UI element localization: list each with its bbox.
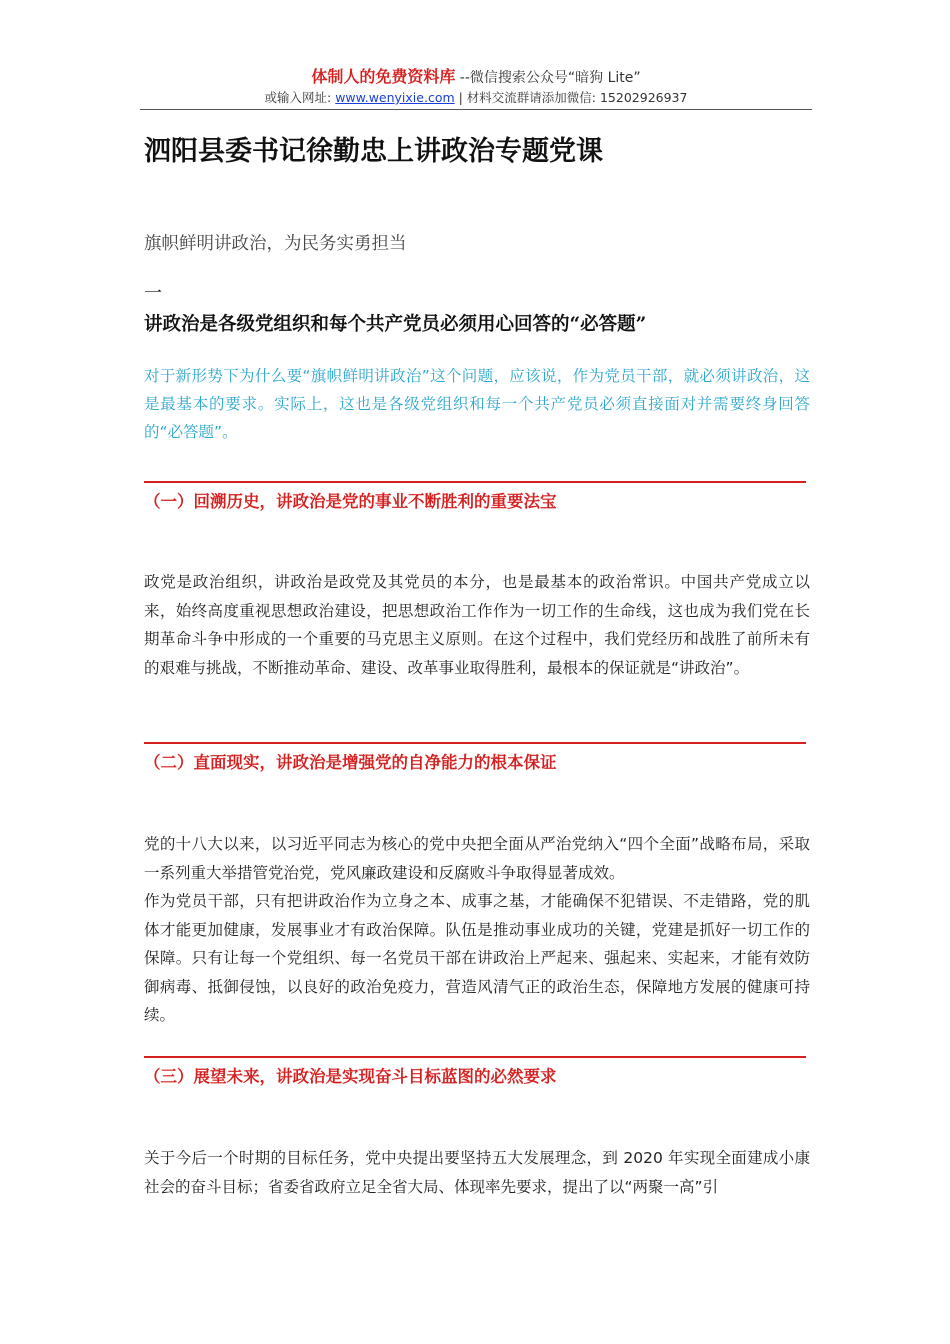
page-header xyxy=(140,66,812,107)
section-heading: 讲政治是各级党组织和每个共产党员必须用心回答的“必答题” xyxy=(144,314,647,335)
subsection-body-1 xyxy=(144,568,810,682)
section-lead-paragraph: 对于新形势下为什么要“旗帜鲜明讲政治”这个问题，应该说，作为党员干部，就必须讲政治，这是最基本的要求。实际上，这也是各级党组织和每一个共产党员必须直接面对并需要终身回答的“必答题”。 xyxy=(144,367,810,441)
header-url-prefix: 或输入网址: xyxy=(264,90,336,105)
subsection-heading-2: （二）直面现实，讲政治是增强党的自净能力的根本保证 xyxy=(144,753,557,772)
document-title: 泗阳县委书记徐勤忠上讲政治专题党课 xyxy=(144,136,603,167)
paragraph: 关于今后一个时期的目标任务，党中央提出要坚持五大发展理念，到 2020 年实现全面建成小康社会的奋斗目标；省委省政府立足全省大局、体现率先要求，提出了以“两聚一高”引 xyxy=(144,1149,810,1196)
paragraph: 政党是政治组织，讲政治是政党及其党员的本分，也是最基本的政治常识。中国共产党成立以来，始终高度重视思想政治建设，把思想政治工作作为一切工作的生命线，这也成为我们党在长期革命斗争中形成的一个重要的马克思主义原则。在这个过程中，我们党经历和战胜了前所未有的艰难与挑战，不断推动革命、建设、改革事业取得胜利，最根本的保证就是“讲政治”。 xyxy=(144,573,810,677)
paragraph: 党的十八大以来，以习近平同志为核心的党中央把全面从严治党纳入“四个全面”战略布局，采取一系列重大举措管党治党，党风廉政建设和反腐败斗争取得显著成效。 xyxy=(144,835,810,882)
header-brand: 体制人的免费资料库 xyxy=(311,67,456,86)
header-divider xyxy=(140,109,812,110)
header-url-link[interactable]: www.wenyixie.com xyxy=(335,90,455,105)
subsection-divider-1 xyxy=(144,481,806,483)
subsection-body-2 xyxy=(144,830,810,1030)
paragraph: 作为党员干部，只有把讲政治作为立身之本、成事之基，才能确保不犯错误、不走错路，党的肌体才能更加健康，发展事业才有政治保障。队伍是推动事业成功的关键，党建是抓好一切工作的保障。只有让每一个党组织、每一名党员干部在讲政治上严起来、强起来、实起来，才能有效防御病毒、抵御侵蚀，以良好的政治免疫力，营造风清气正的政治生态，保障地方发展的健康可持续。 xyxy=(144,892,810,1024)
section-number: 一 xyxy=(144,283,162,304)
header-line-1 xyxy=(140,66,812,89)
header-contact-text: | 材料交流群请添加微信: 15202926937 xyxy=(454,90,688,105)
subsection-heading-1: （一）回溯历史，讲政治是党的事业不断胜利的重要法宝 xyxy=(144,492,557,511)
subsection-divider-2 xyxy=(144,742,806,744)
header-line-2 xyxy=(140,89,812,107)
subsection-heading-3: （三）展望未来，讲政治是实现奋斗目标蓝图的必然要求 xyxy=(144,1067,557,1086)
document-subtitle: 旗帜鲜明讲政治，为民务实勇担当 xyxy=(144,234,407,254)
header-wechat-text: --微信搜索公众号“暗狗 Lite” xyxy=(455,70,641,86)
subsection-divider-3 xyxy=(144,1056,806,1058)
subsection-body-3 xyxy=(144,1144,810,1201)
